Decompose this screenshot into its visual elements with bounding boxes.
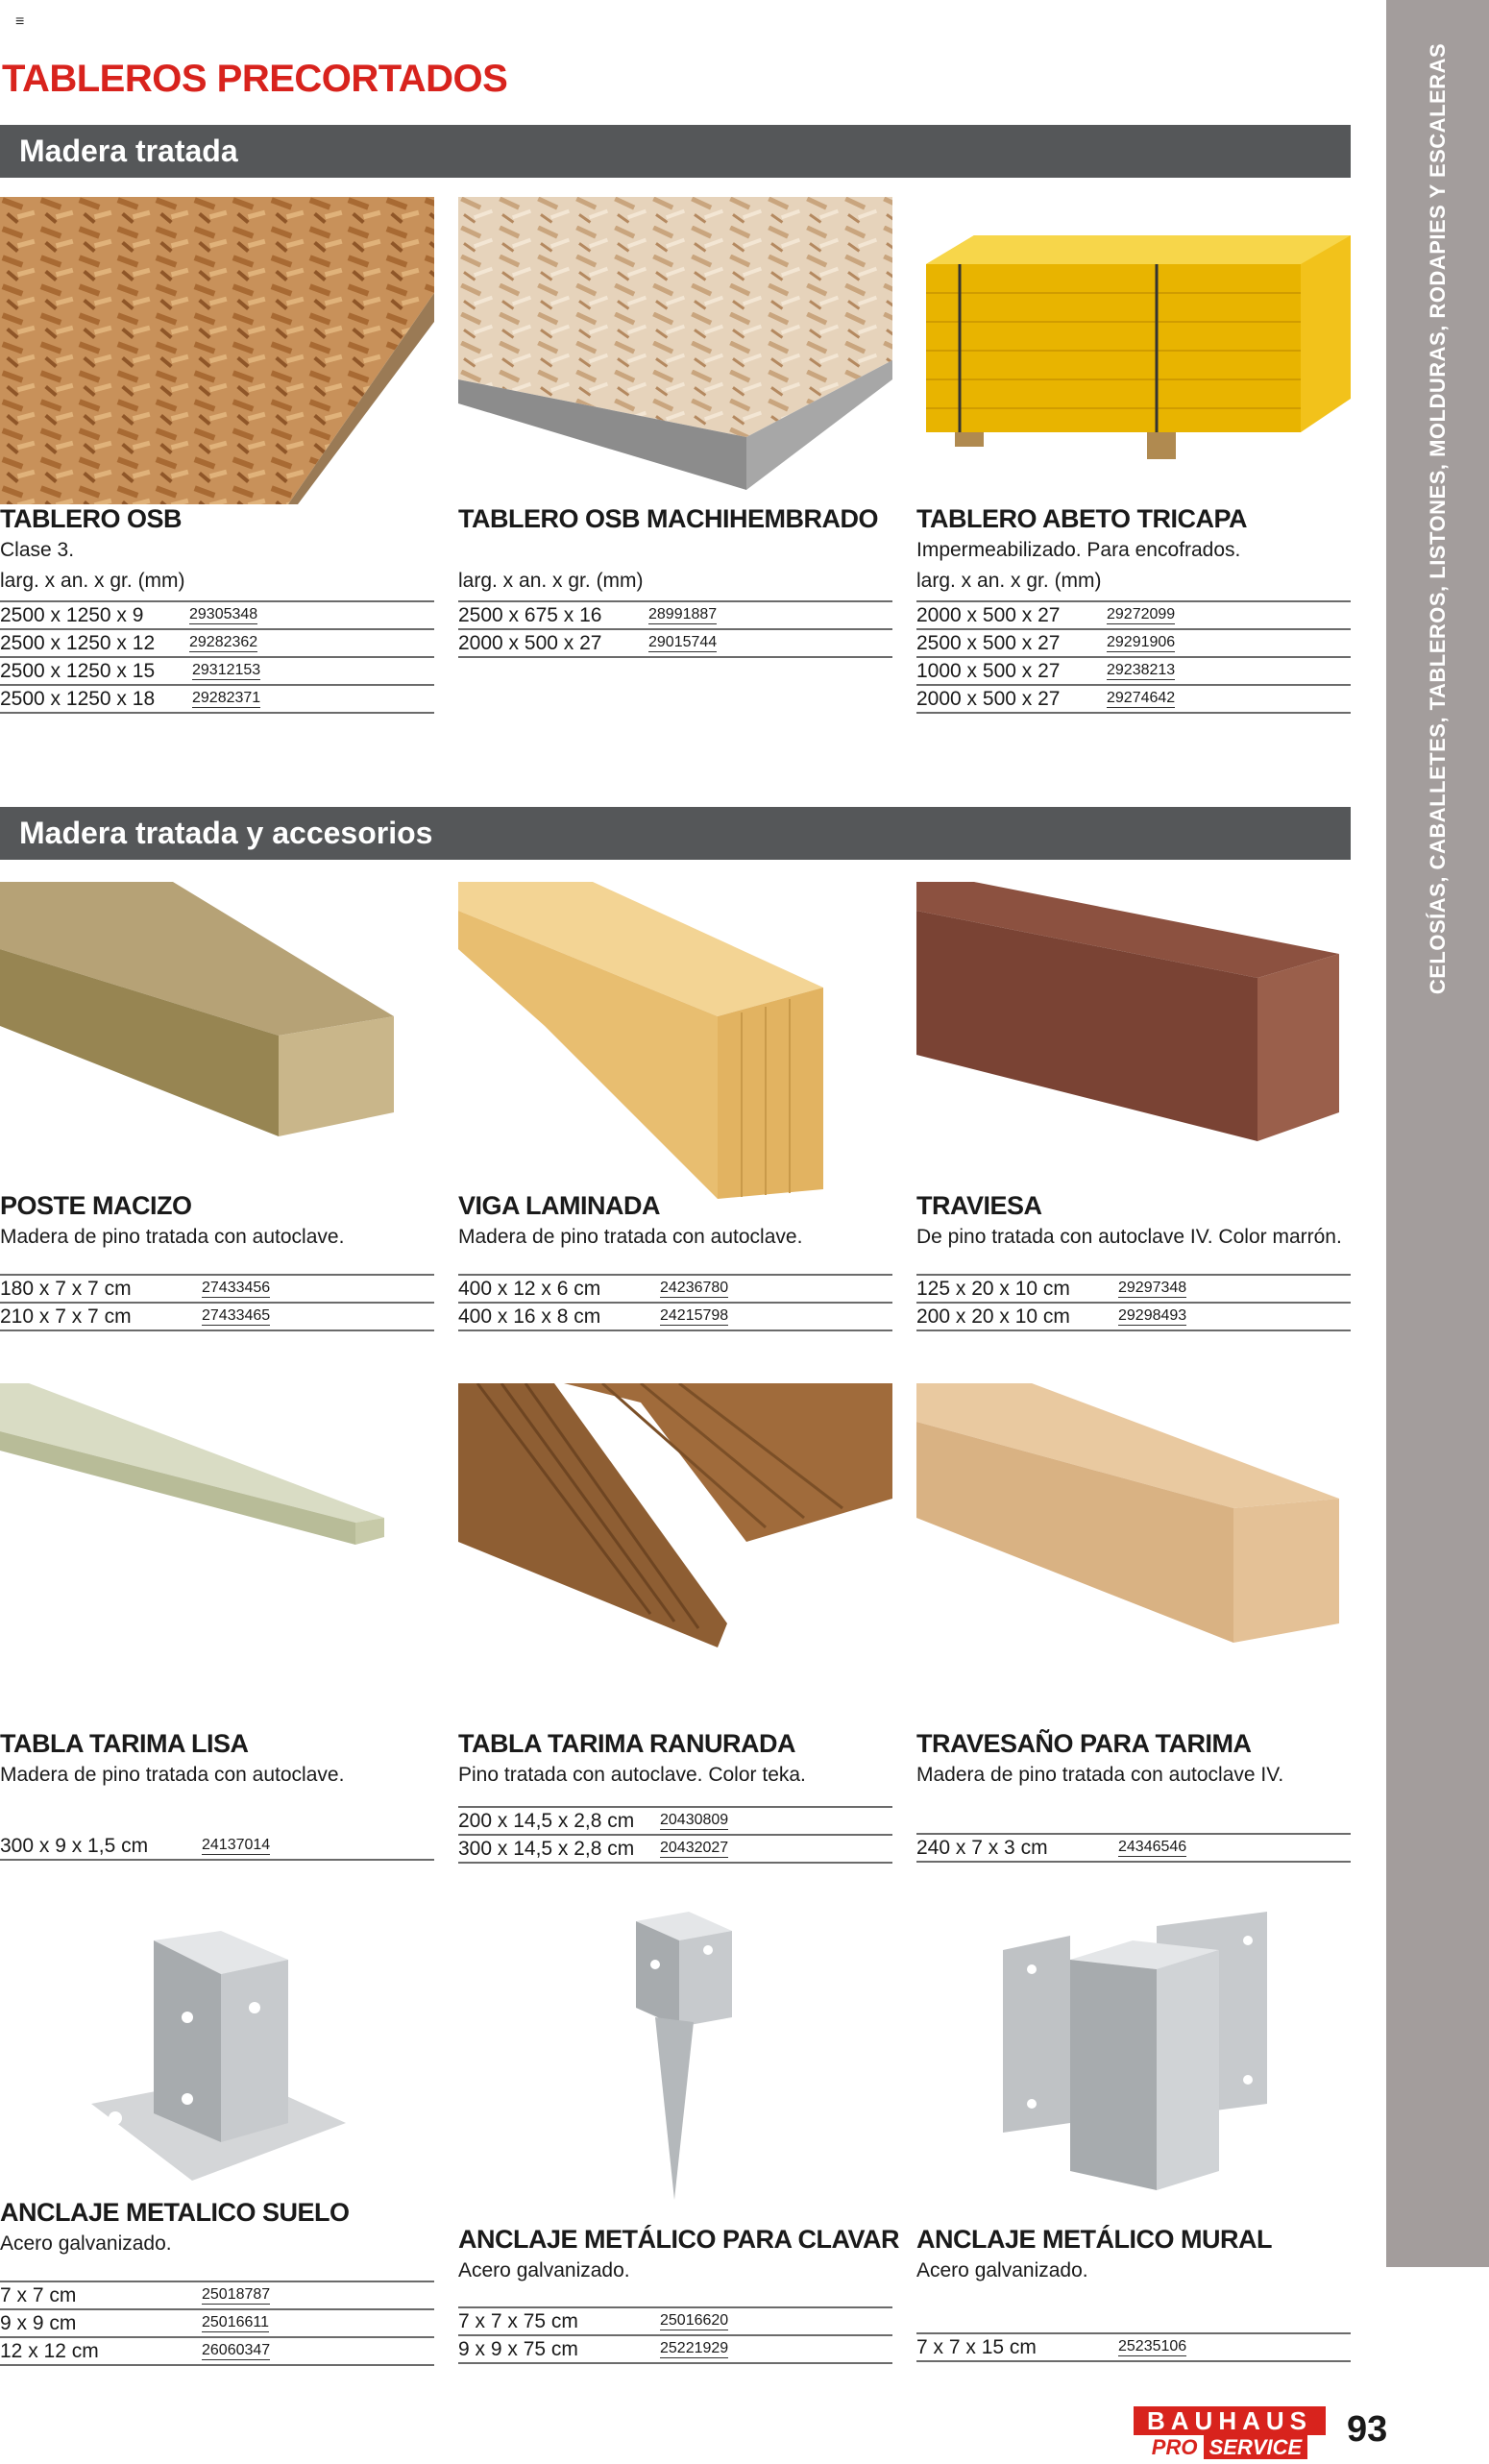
row-article-code: 24236780 — [660, 1280, 729, 1296]
row-dimension: 2500 x 500 x 27 — [916, 632, 1061, 654]
table-row — [916, 658, 1351, 686]
product-title: TRAVIESA — [916, 1191, 1042, 1220]
section-header-madera-tratada: Madera tratada — [0, 125, 1351, 178]
row-dimension: 300 x 9 x 1,5 cm — [0, 1835, 149, 1857]
product-size-table — [458, 2306, 892, 2364]
table-row — [458, 1274, 892, 1304]
table-row — [0, 2310, 434, 2338]
row-article-code: 24346546 — [1118, 1839, 1187, 1855]
product-description: Madera de pino tratada con autoclave. — [0, 1764, 345, 1786]
table-row — [916, 686, 1351, 714]
row-dimension: 2000 x 500 x 27 — [916, 604, 1061, 626]
product-size-table — [0, 1833, 434, 1861]
row-article-code: 25016611 — [202, 2314, 269, 2330]
product-description: De pino tratada con autoclave IV. Color marrón. — [916, 1226, 1342, 1248]
row-dimension: 300 x 14,5 x 2,8 cm — [458, 1838, 635, 1860]
table-row — [458, 2336, 892, 2364]
table-row — [916, 1274, 1351, 1304]
product-title: TRAVESAÑO PARA TARIMA — [916, 1729, 1252, 1758]
product-title: ANCLAJE METÁLICO PARA CLAVAR — [458, 2225, 899, 2254]
product-title: TABLA TARIMA RANURADA — [458, 1729, 795, 1758]
product-title: POSTE MACIZO — [0, 1191, 192, 1220]
row-dimension: 7 x 7 x 75 cm — [458, 2310, 578, 2332]
product-size-table — [916, 600, 1351, 714]
row-article-code: 20432027 — [660, 1840, 729, 1856]
logo-bauhaus-text: BAUHAUS — [1134, 2406, 1326, 2435]
product-title: ANCLAJE METÁLICO MURAL — [916, 2225, 1272, 2254]
row-dimension: 200 x 14,5 x 2,8 cm — [458, 1810, 635, 1832]
row-article-code: 27433456 — [202, 1280, 271, 1296]
page-number: 93 — [1347, 2409, 1388, 2450]
row-article-code: 29297348 — [1118, 1280, 1187, 1296]
row-article-code: 29272099 — [1107, 606, 1176, 622]
product-description: Clase 3. — [0, 539, 75, 561]
table-row — [458, 1806, 892, 1836]
product-description: Acero galvanizado. — [458, 2259, 630, 2281]
row-article-code: 29015744 — [648, 634, 718, 650]
table-row — [916, 2332, 1351, 2362]
table-row — [0, 630, 434, 658]
table-row — [916, 1833, 1351, 1863]
row-article-code: 27433465 — [202, 1307, 271, 1324]
product-image-anclaje-metalico-suelo — [0, 1921, 434, 2190]
logo-service: SERVICE — [1204, 2435, 1308, 2459]
row-dimension: 9 x 9 cm — [0, 2312, 77, 2334]
row-article-code: 29291906 — [1107, 634, 1176, 650]
product-size-table — [458, 1274, 892, 1331]
product-description: Acero galvanizado. — [0, 2232, 172, 2255]
row-dimension: 2500 x 1250 x 9 — [0, 604, 144, 626]
product-image-tablero-abeto-tricapa — [916, 235, 1351, 476]
row-article-code: 25016620 — [660, 2312, 729, 2329]
row-article-code: 29312153 — [192, 662, 261, 678]
table-row — [458, 1304, 892, 1331]
row-article-code: 25221929 — [660, 2340, 729, 2356]
row-dimension: 7 x 7 x 15 cm — [916, 2336, 1037, 2358]
table-row — [458, 2306, 892, 2336]
product-size-table — [916, 2332, 1351, 2362]
row-dimension: 2000 x 500 x 27 — [916, 688, 1061, 710]
product-title: TABLERO ABETO TRICAPA — [916, 504, 1247, 533]
row-article-code: 29298493 — [1118, 1307, 1187, 1324]
logo-pro: PRO — [1151, 2435, 1198, 2459]
table-row — [458, 630, 892, 658]
product-description: Madera de pino tratada con autoclave IV. — [916, 1764, 1284, 1786]
table-row — [916, 1304, 1351, 1331]
row-article-code: 29305348 — [189, 606, 258, 622]
product-title: TABLA TARIMA LISA — [0, 1729, 249, 1758]
row-dimension: 7 x 7 cm — [0, 2284, 77, 2306]
product-size-table — [0, 600, 434, 714]
table-row — [0, 658, 434, 686]
row-article-code: 29238213 — [1107, 662, 1176, 678]
product-size-table — [0, 1274, 434, 1331]
row-dimension: 2500 x 1250 x 18 — [0, 688, 156, 710]
product-image-anclaje-metalico-para-clavar — [458, 1912, 892, 2200]
product-description: Pino tratada con autoclave. Color teka. — [458, 1764, 806, 1786]
product-description: Acero galvanizado. — [916, 2259, 1088, 2281]
product-image-tabla-tarima-lisa — [0, 1383, 434, 1604]
product-image-poste-macizo — [0, 882, 434, 1141]
product-image-viga-laminada — [458, 882, 892, 1199]
table-row — [916, 600, 1351, 630]
side-category-label: CELOSÍAS, CABALLETES, TABLEROS, LISTONES, MOLDURAS, RODAPIES Y ESCALERAS — [1425, 42, 1450, 995]
logo-proservice-text — [1134, 2435, 1326, 2460]
row-article-code: 29282362 — [189, 634, 258, 650]
table-row — [458, 1836, 892, 1864]
product-spec-header: larg. x an. x gr. (mm) — [916, 570, 1102, 592]
row-article-code: 26060347 — [202, 2342, 271, 2358]
row-dimension: 2500 x 1250 x 12 — [0, 632, 156, 654]
row-dimension: 180 x 7 x 7 cm — [0, 1278, 132, 1300]
product-size-table — [458, 1806, 892, 1864]
row-article-code: 25018787 — [202, 2286, 271, 2303]
product-title: VIGA LAMINADA — [458, 1191, 660, 1220]
product-image-tablero-osb-machihembrado — [458, 197, 892, 495]
product-title: TABLERO OSB — [0, 504, 182, 533]
product-description: Impermeabilizado. Para encofrados. — [916, 539, 1241, 561]
row-article-code: 24215798 — [660, 1307, 729, 1324]
product-size-table — [916, 1833, 1351, 1863]
row-dimension: 2500 x 1250 x 15 — [0, 660, 156, 682]
menu-icon[interactable]: ≡ — [15, 13, 25, 30]
table-row — [458, 600, 892, 630]
table-row — [0, 600, 434, 630]
page-title: TABLEROS PRECORTADOS — [2, 58, 508, 100]
row-article-code: 25235106 — [1118, 2338, 1187, 2354]
row-dimension: 2000 x 500 x 27 — [458, 632, 602, 654]
product-description: Madera de pino tratada con autoclave. — [458, 1226, 803, 1248]
table-row — [0, 1304, 434, 1331]
row-article-code: 29282371 — [192, 690, 261, 706]
row-dimension: 9 x 9 x 75 cm — [458, 2338, 578, 2360]
row-article-code: 28991887 — [648, 606, 718, 622]
row-dimension: 1000 x 500 x 27 — [916, 660, 1061, 682]
table-row — [916, 630, 1351, 658]
row-dimension: 400 x 12 x 6 cm — [458, 1278, 601, 1300]
row-article-code: 29274642 — [1107, 690, 1176, 706]
row-article-code: 20430809 — [660, 1812, 729, 1828]
product-image-tabla-tarima-ranurada — [458, 1383, 892, 1662]
row-dimension: 200 x 20 x 10 cm — [916, 1305, 1070, 1328]
section-header-madera-accesorios: Madera tratada y accesorios — [0, 807, 1351, 860]
product-title: ANCLAJE METALICO SUELO — [0, 2198, 350, 2227]
row-dimension: 210 x 7 x 7 cm — [0, 1305, 132, 1328]
row-dimension: 400 x 16 x 8 cm — [458, 1305, 601, 1328]
table-row — [0, 2338, 434, 2366]
product-size-table — [458, 600, 892, 658]
product-title: TABLERO OSB MACHIHEMBRADO — [458, 504, 878, 533]
row-dimension: 2500 x 675 x 16 — [458, 604, 602, 626]
product-image-traviesa — [916, 882, 1351, 1151]
product-size-table — [916, 1274, 1351, 1331]
product-spec-header: larg. x an. x gr. (mm) — [458, 570, 644, 592]
row-article-code: 24137014 — [202, 1837, 271, 1853]
side-category-tab — [1386, 0, 1489, 2267]
table-row — [0, 1274, 434, 1304]
table-row — [0, 1833, 434, 1861]
product-size-table — [0, 2281, 434, 2366]
row-dimension: 125 x 20 x 10 cm — [916, 1278, 1070, 1300]
product-description: Madera de pino tratada con autoclave. — [0, 1226, 345, 1248]
product-image-tablero-osb — [0, 197, 434, 504]
row-dimension: 240 x 7 x 3 cm — [916, 1837, 1048, 1859]
row-dimension: 12 x 12 cm — [0, 2340, 99, 2362]
product-image-anclaje-metalico-mural — [916, 1912, 1351, 2200]
product-spec-header: larg. x an. x gr. (mm) — [0, 570, 185, 592]
bauhaus-pro-service-logo — [1134, 2406, 1326, 2460]
table-row — [0, 686, 434, 714]
product-image-travesano-para-tarima — [916, 1383, 1351, 1662]
table-row — [0, 2281, 434, 2310]
